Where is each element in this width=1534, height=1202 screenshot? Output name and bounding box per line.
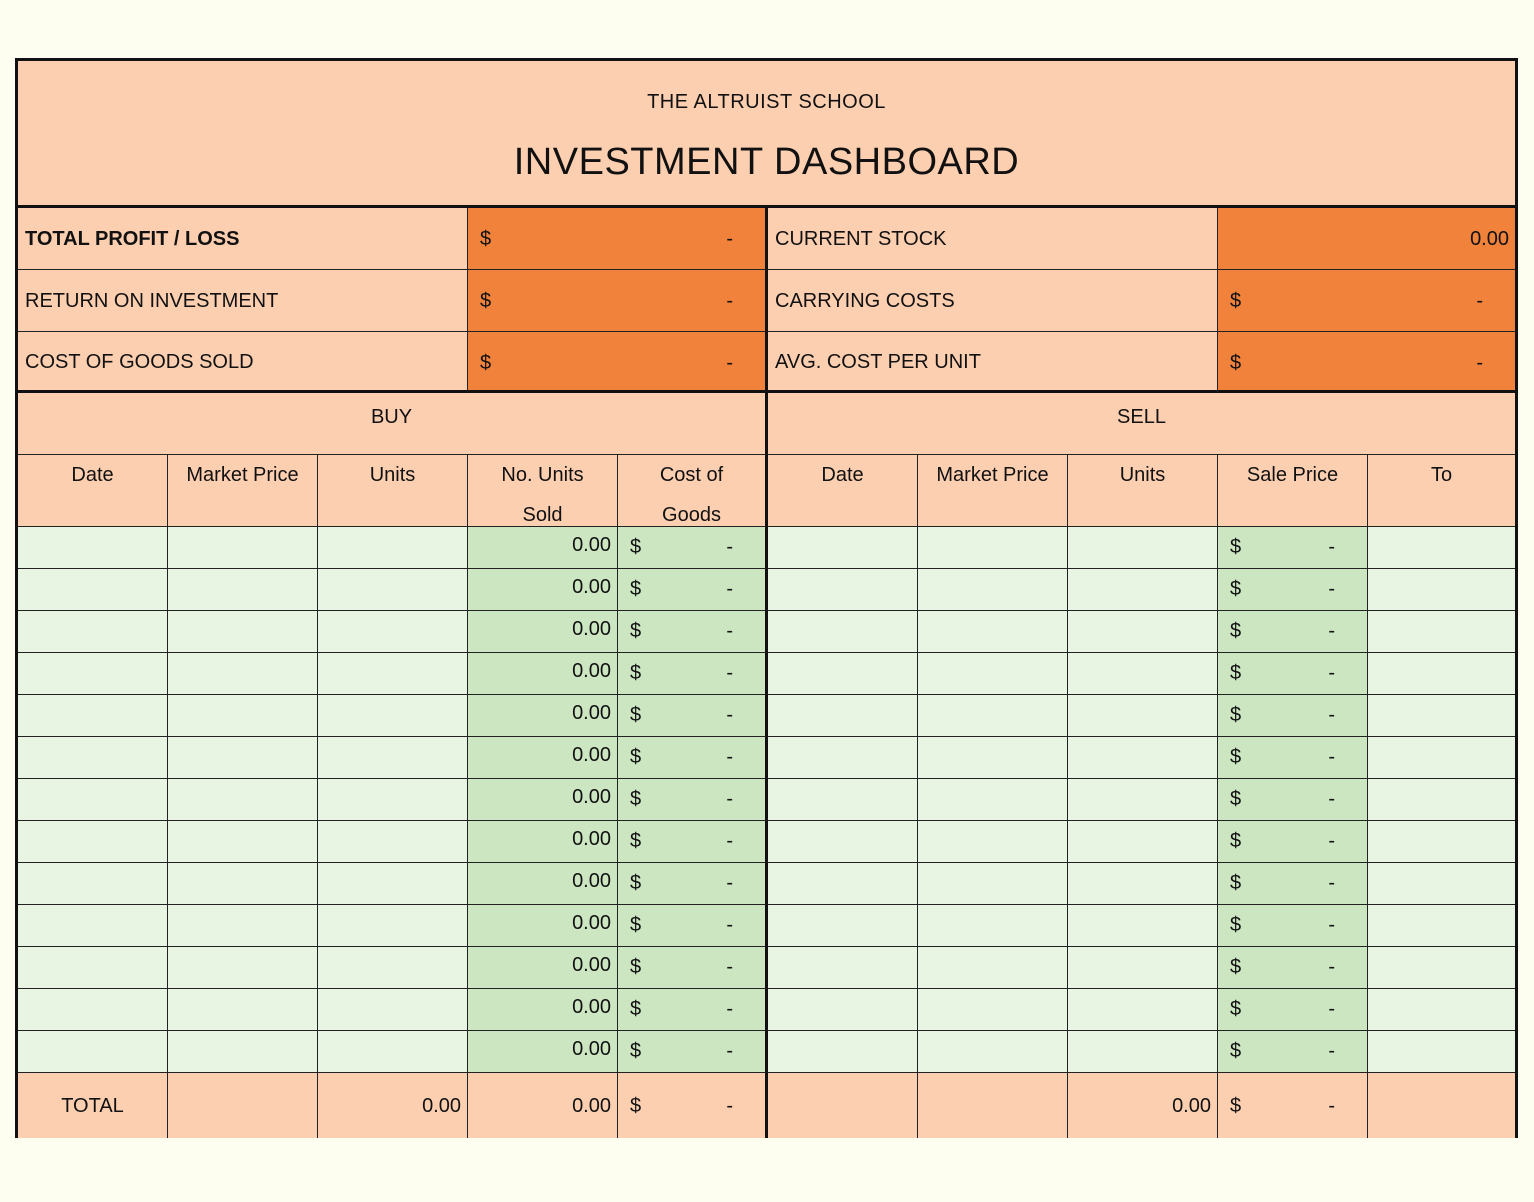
table-cell[interactable] <box>618 527 768 569</box>
table-cell[interactable] <box>1218 905 1368 947</box>
dash-value: - <box>726 998 733 1020</box>
table-cell[interactable] <box>318 947 468 989</box>
table-cell[interactable] <box>18 611 168 653</box>
currency-symbol: $ <box>630 746 642 768</box>
dash-value: - <box>726 914 733 936</box>
table-cell[interactable] <box>918 1031 1068 1073</box>
table-cell[interactable] <box>318 569 468 611</box>
table-cell[interactable] <box>1368 863 1515 905</box>
dash-value: - <box>1328 746 1335 768</box>
dash-value: - <box>726 830 733 852</box>
table-cell[interactable] <box>18 779 168 821</box>
dash-value: - <box>1328 998 1335 1020</box>
table-cell[interactable] <box>468 737 618 779</box>
table-cell[interactable] <box>468 947 618 989</box>
table-cell[interactable] <box>618 569 768 611</box>
table-cell[interactable] <box>918 863 1068 905</box>
currency-symbol: $ <box>1230 1040 1242 1062</box>
currency-symbol: $ <box>630 872 642 894</box>
table-cell[interactable] <box>468 611 618 653</box>
table-cell[interactable] <box>768 1031 918 1073</box>
table-cell[interactable] <box>468 569 618 611</box>
total-units-sold: 0.00 <box>572 1094 611 1117</box>
summary-label-right-0: CURRENT STOCK <box>768 208 1218 270</box>
sell-section-header: SELL <box>768 393 1515 455</box>
table-cell[interactable] <box>918 611 1068 653</box>
table-cell[interactable] <box>18 989 168 1031</box>
table-cell[interactable] <box>318 527 468 569</box>
table-cell[interactable] <box>768 905 918 947</box>
summary-value: 0.00 <box>1470 228 1509 250</box>
currency-symbol: $ <box>480 351 492 374</box>
table-cell[interactable] <box>168 695 318 737</box>
table-cell[interactable] <box>1218 611 1368 653</box>
units-sold-value: 0.00 <box>572 996 611 1018</box>
table-cell[interactable] <box>468 1031 618 1073</box>
units-sold-value: 0.00 <box>572 828 611 850</box>
currency-symbol: $ <box>630 704 642 726</box>
currency-symbol: $ <box>1230 290 1242 312</box>
dash-value: - <box>726 704 733 726</box>
column-header-buy-cost-of-goods: Cost of Goods <box>618 455 768 527</box>
table-cell[interactable] <box>1218 947 1368 989</box>
table-cell[interactable] <box>168 611 318 653</box>
table-cell[interactable] <box>18 695 168 737</box>
table-cell[interactable] <box>168 527 318 569</box>
units-sold-value: 0.00 <box>572 576 611 598</box>
currency-symbol: $ <box>630 830 642 852</box>
summary-value-left-0 <box>468 208 768 270</box>
table-cell[interactable] <box>18 821 168 863</box>
dash-value: - <box>1328 536 1335 558</box>
table-cell[interactable] <box>768 611 918 653</box>
table-cell[interactable] <box>918 821 1068 863</box>
summary-label-right-1: CARRYING COSTS <box>768 270 1218 332</box>
dash-value: - <box>726 578 733 600</box>
table-cell[interactable] <box>468 989 618 1031</box>
table-cell[interactable] <box>18 1031 168 1073</box>
dash-value: - <box>726 956 733 978</box>
units-sold-value: 0.00 <box>572 870 611 892</box>
table-cell[interactable] <box>168 779 318 821</box>
table-cell[interactable] <box>18 527 168 569</box>
total-cell <box>1068 1073 1218 1138</box>
currency-symbol: $ <box>1230 1094 1242 1117</box>
column-header-buy-units: Units <box>318 455 468 527</box>
dash-value: - <box>726 1040 733 1062</box>
table-cell[interactable] <box>1368 527 1515 569</box>
dash-value: - <box>1328 788 1335 810</box>
table-cell[interactable] <box>18 653 168 695</box>
table-cell[interactable] <box>1218 569 1368 611</box>
units-sold-value: 0.00 <box>572 912 611 934</box>
currency-symbol: $ <box>630 788 642 810</box>
dash-value: - <box>726 662 733 684</box>
table-cell[interactable] <box>618 1031 768 1073</box>
table-cell[interactable] <box>1068 947 1218 989</box>
table-cell[interactable] <box>1068 737 1218 779</box>
table-cell[interactable] <box>318 779 468 821</box>
table-cell[interactable] <box>168 653 318 695</box>
table-cell[interactable] <box>168 737 318 779</box>
table-cell[interactable] <box>618 905 768 947</box>
table-cell[interactable] <box>468 779 618 821</box>
table-cell[interactable] <box>1068 1031 1218 1073</box>
table-cell[interactable] <box>1218 821 1368 863</box>
currency-symbol: $ <box>630 1094 642 1117</box>
table-cell[interactable] <box>918 695 1068 737</box>
currency-symbol: $ <box>1230 578 1242 600</box>
total-cell <box>168 1073 318 1138</box>
table-cell[interactable] <box>468 527 618 569</box>
currency-symbol: $ <box>630 956 642 978</box>
table-cell[interactable] <box>768 863 918 905</box>
currency-symbol: $ <box>1230 704 1242 726</box>
summary-value: - <box>726 228 733 250</box>
table-cell[interactable] <box>318 737 468 779</box>
dash-value: - <box>1328 1040 1335 1062</box>
dash-value: - <box>1328 620 1335 642</box>
table-cell[interactable] <box>618 989 768 1031</box>
table-cell[interactable] <box>18 905 168 947</box>
currency-symbol: $ <box>1230 662 1242 684</box>
table-cell[interactable] <box>918 989 1068 1031</box>
summary-value: - <box>726 290 733 312</box>
column-header-buy-no.-units-sold: No. Units Sold <box>468 455 618 527</box>
table-cell[interactable] <box>768 653 918 695</box>
table-cell[interactable] <box>618 695 768 737</box>
table-cell[interactable] <box>318 989 468 1031</box>
table-cell[interactable] <box>918 905 1068 947</box>
table-cell[interactable] <box>1218 863 1368 905</box>
table-cell[interactable] <box>18 863 168 905</box>
units-sold-value: 0.00 <box>572 744 611 766</box>
table-cell[interactable] <box>918 569 1068 611</box>
summary-value: - <box>1476 351 1483 374</box>
table-cell[interactable] <box>1068 569 1218 611</box>
table-cell[interactable] <box>168 863 318 905</box>
units-sold-value: 0.00 <box>572 534 611 556</box>
total-cell <box>618 1073 768 1138</box>
dash-value: - <box>726 746 733 768</box>
currency-symbol: $ <box>630 620 642 642</box>
table-cell[interactable] <box>168 569 318 611</box>
units-sold-value: 0.00 <box>572 786 611 808</box>
total-cell <box>918 1073 1068 1138</box>
table-cell[interactable] <box>918 527 1068 569</box>
dash-value: - <box>1328 914 1335 936</box>
column-header-sell-units: Units <box>1068 455 1218 527</box>
total-cell <box>318 1073 468 1138</box>
table-cell[interactable] <box>768 737 918 779</box>
summary-value-left-1 <box>468 270 768 332</box>
units-sold-value: 0.00 <box>572 660 611 682</box>
table-cell[interactable] <box>768 989 918 1031</box>
table-cell[interactable] <box>1068 905 1218 947</box>
total-buy-units: 0.00 <box>422 1094 461 1117</box>
units-sold-value: 0.00 <box>572 618 611 640</box>
table-cell[interactable] <box>1068 695 1218 737</box>
dash-value: - <box>726 536 733 558</box>
currency-symbol: $ <box>1230 788 1242 810</box>
table-cell[interactable] <box>1068 779 1218 821</box>
table-cell[interactable] <box>1368 1031 1515 1073</box>
currency-symbol: $ <box>630 1040 642 1062</box>
currency-symbol: $ <box>1230 998 1242 1020</box>
table-cell[interactable] <box>168 1031 318 1073</box>
summary-value-right-0 <box>1218 208 1515 270</box>
table-cell[interactable] <box>618 611 768 653</box>
dash-value: - <box>726 872 733 894</box>
total-sell-units: 0.00 <box>1172 1094 1211 1117</box>
total-cell <box>1218 1073 1368 1138</box>
total-label-text: TOTAL <box>61 1094 124 1117</box>
school-name: THE ALTRUIST SCHOOL <box>647 91 886 113</box>
table-cell[interactable] <box>1368 905 1515 947</box>
table-cell[interactable] <box>18 569 168 611</box>
currency-symbol: $ <box>630 536 642 558</box>
table-cell[interactable] <box>1068 653 1218 695</box>
summary-label-left-0: TOTAL PROFIT / LOSS <box>18 208 468 270</box>
dash-value: - <box>1328 578 1335 600</box>
table-cell[interactable] <box>1068 989 1218 1031</box>
table-cell[interactable] <box>468 821 618 863</box>
dash-value: - <box>1328 830 1335 852</box>
dash-value: - <box>1328 662 1335 684</box>
table-cell[interactable] <box>918 947 1068 989</box>
table-cell[interactable] <box>318 1031 468 1073</box>
currency-symbol: $ <box>480 228 492 250</box>
column-header-buy-date: Date <box>18 455 168 527</box>
table-cell[interactable] <box>1068 863 1218 905</box>
currency-symbol: $ <box>630 914 642 936</box>
currency-symbol: $ <box>1230 914 1242 936</box>
dash-value: - <box>1328 704 1335 726</box>
title-area <box>18 61 1515 208</box>
table-cell[interactable] <box>618 653 768 695</box>
table-cell[interactable] <box>1218 653 1368 695</box>
summary-label-right-2: AVG. COST PER UNIT <box>768 332 1218 393</box>
table-cell[interactable] <box>1218 527 1368 569</box>
currency-symbol: $ <box>1230 351 1242 374</box>
table-cell[interactable] <box>1368 947 1515 989</box>
currency-symbol: $ <box>1230 620 1242 642</box>
table-cell[interactable] <box>468 863 618 905</box>
table-cell[interactable] <box>18 737 168 779</box>
dash-value: - <box>726 788 733 810</box>
total-cell <box>468 1073 618 1138</box>
column-header-sell-sale-price: Sale Price <box>1218 455 1368 527</box>
table-cell[interactable] <box>768 779 918 821</box>
table-cell[interactable] <box>18 947 168 989</box>
table-cell[interactable] <box>1368 695 1515 737</box>
table-cell[interactable] <box>1218 779 1368 821</box>
table-cell[interactable] <box>168 905 318 947</box>
dash-value: - <box>726 620 733 642</box>
currency-symbol: $ <box>1230 872 1242 894</box>
dashboard-title: INVESTMENT DASHBOARD <box>513 141 1020 183</box>
table-cell[interactable] <box>318 863 468 905</box>
table-cell[interactable] <box>168 947 318 989</box>
table-cell[interactable] <box>768 695 918 737</box>
units-sold-value: 0.00 <box>572 702 611 724</box>
currency-symbol: $ <box>630 998 642 1020</box>
table-cell[interactable] <box>618 821 768 863</box>
table-cell[interactable] <box>168 989 318 1031</box>
column-header-sell-market-price: Market Price <box>918 455 1068 527</box>
dash-value: - <box>1328 872 1335 894</box>
currency-symbol: $ <box>480 290 492 312</box>
table-cell[interactable] <box>1368 569 1515 611</box>
currency-symbol: $ <box>1230 830 1242 852</box>
table-cell[interactable] <box>1218 737 1368 779</box>
table-cell[interactable] <box>618 947 768 989</box>
summary-label-left-1: RETURN ON INVESTMENT <box>18 270 468 332</box>
currency-symbol: $ <box>630 578 642 600</box>
table-cell[interactable] <box>768 569 918 611</box>
table-cell[interactable] <box>1368 779 1515 821</box>
currency-symbol: $ <box>1230 746 1242 768</box>
total-label <box>18 1073 168 1138</box>
table-cell[interactable] <box>918 737 1068 779</box>
currency-symbol: $ <box>1230 536 1242 558</box>
investment-dashboard-sheet <box>15 58 1518 1138</box>
table-cell[interactable] <box>618 863 768 905</box>
units-sold-value: 0.00 <box>572 954 611 976</box>
table-cell[interactable] <box>318 821 468 863</box>
currency-symbol: $ <box>1230 956 1242 978</box>
table-cell[interactable] <box>468 653 618 695</box>
table-cell[interactable] <box>1368 821 1515 863</box>
column-header-buy-market-price: Market Price <box>168 455 318 527</box>
total-cost-of-goods: - <box>726 1094 733 1117</box>
table-cell[interactable] <box>618 779 768 821</box>
buy-section-header: BUY <box>18 393 768 455</box>
table-cell[interactable] <box>768 527 918 569</box>
table-cell[interactable] <box>768 947 918 989</box>
total-sale-price: - <box>1328 1094 1335 1117</box>
summary-label-left-2: COST OF GOODS SOLD <box>18 332 468 393</box>
total-cell <box>768 1073 918 1138</box>
table-cell[interactable] <box>1368 611 1515 653</box>
table-cell[interactable] <box>1218 1031 1368 1073</box>
total-cell <box>1368 1073 1515 1138</box>
table-cell[interactable] <box>468 695 618 737</box>
currency-symbol: $ <box>630 662 642 684</box>
table-cell[interactable] <box>1368 653 1515 695</box>
units-sold-value: 0.00 <box>572 1038 611 1060</box>
table-cell[interactable] <box>1368 989 1515 1031</box>
table-cell[interactable] <box>1068 527 1218 569</box>
table-cell[interactable] <box>1068 821 1218 863</box>
table-cell[interactable] <box>318 611 468 653</box>
column-header-sell-to: To <box>1368 455 1515 527</box>
table-cell[interactable] <box>1218 695 1368 737</box>
summary-value-left-2 <box>468 332 768 393</box>
summary-value: - <box>726 351 733 374</box>
table-cell[interactable] <box>318 905 468 947</box>
table-cell[interactable] <box>1068 611 1218 653</box>
table-cell[interactable] <box>918 653 1068 695</box>
column-header-sell-date: Date <box>768 455 918 527</box>
table-cell[interactable] <box>768 821 918 863</box>
table-cell[interactable] <box>1368 737 1515 779</box>
table-cell[interactable] <box>468 905 618 947</box>
table-cell[interactable] <box>1218 989 1368 1031</box>
table-cell[interactable] <box>918 779 1068 821</box>
table-cell[interactable] <box>168 821 318 863</box>
summary-value-right-1 <box>1218 270 1515 332</box>
dash-value: - <box>1328 956 1335 978</box>
table-cell[interactable] <box>318 653 468 695</box>
summary-value-right-2 <box>1218 332 1515 393</box>
table-cell[interactable] <box>618 737 768 779</box>
summary-value: - <box>1476 290 1483 312</box>
table-cell[interactable] <box>318 695 468 737</box>
